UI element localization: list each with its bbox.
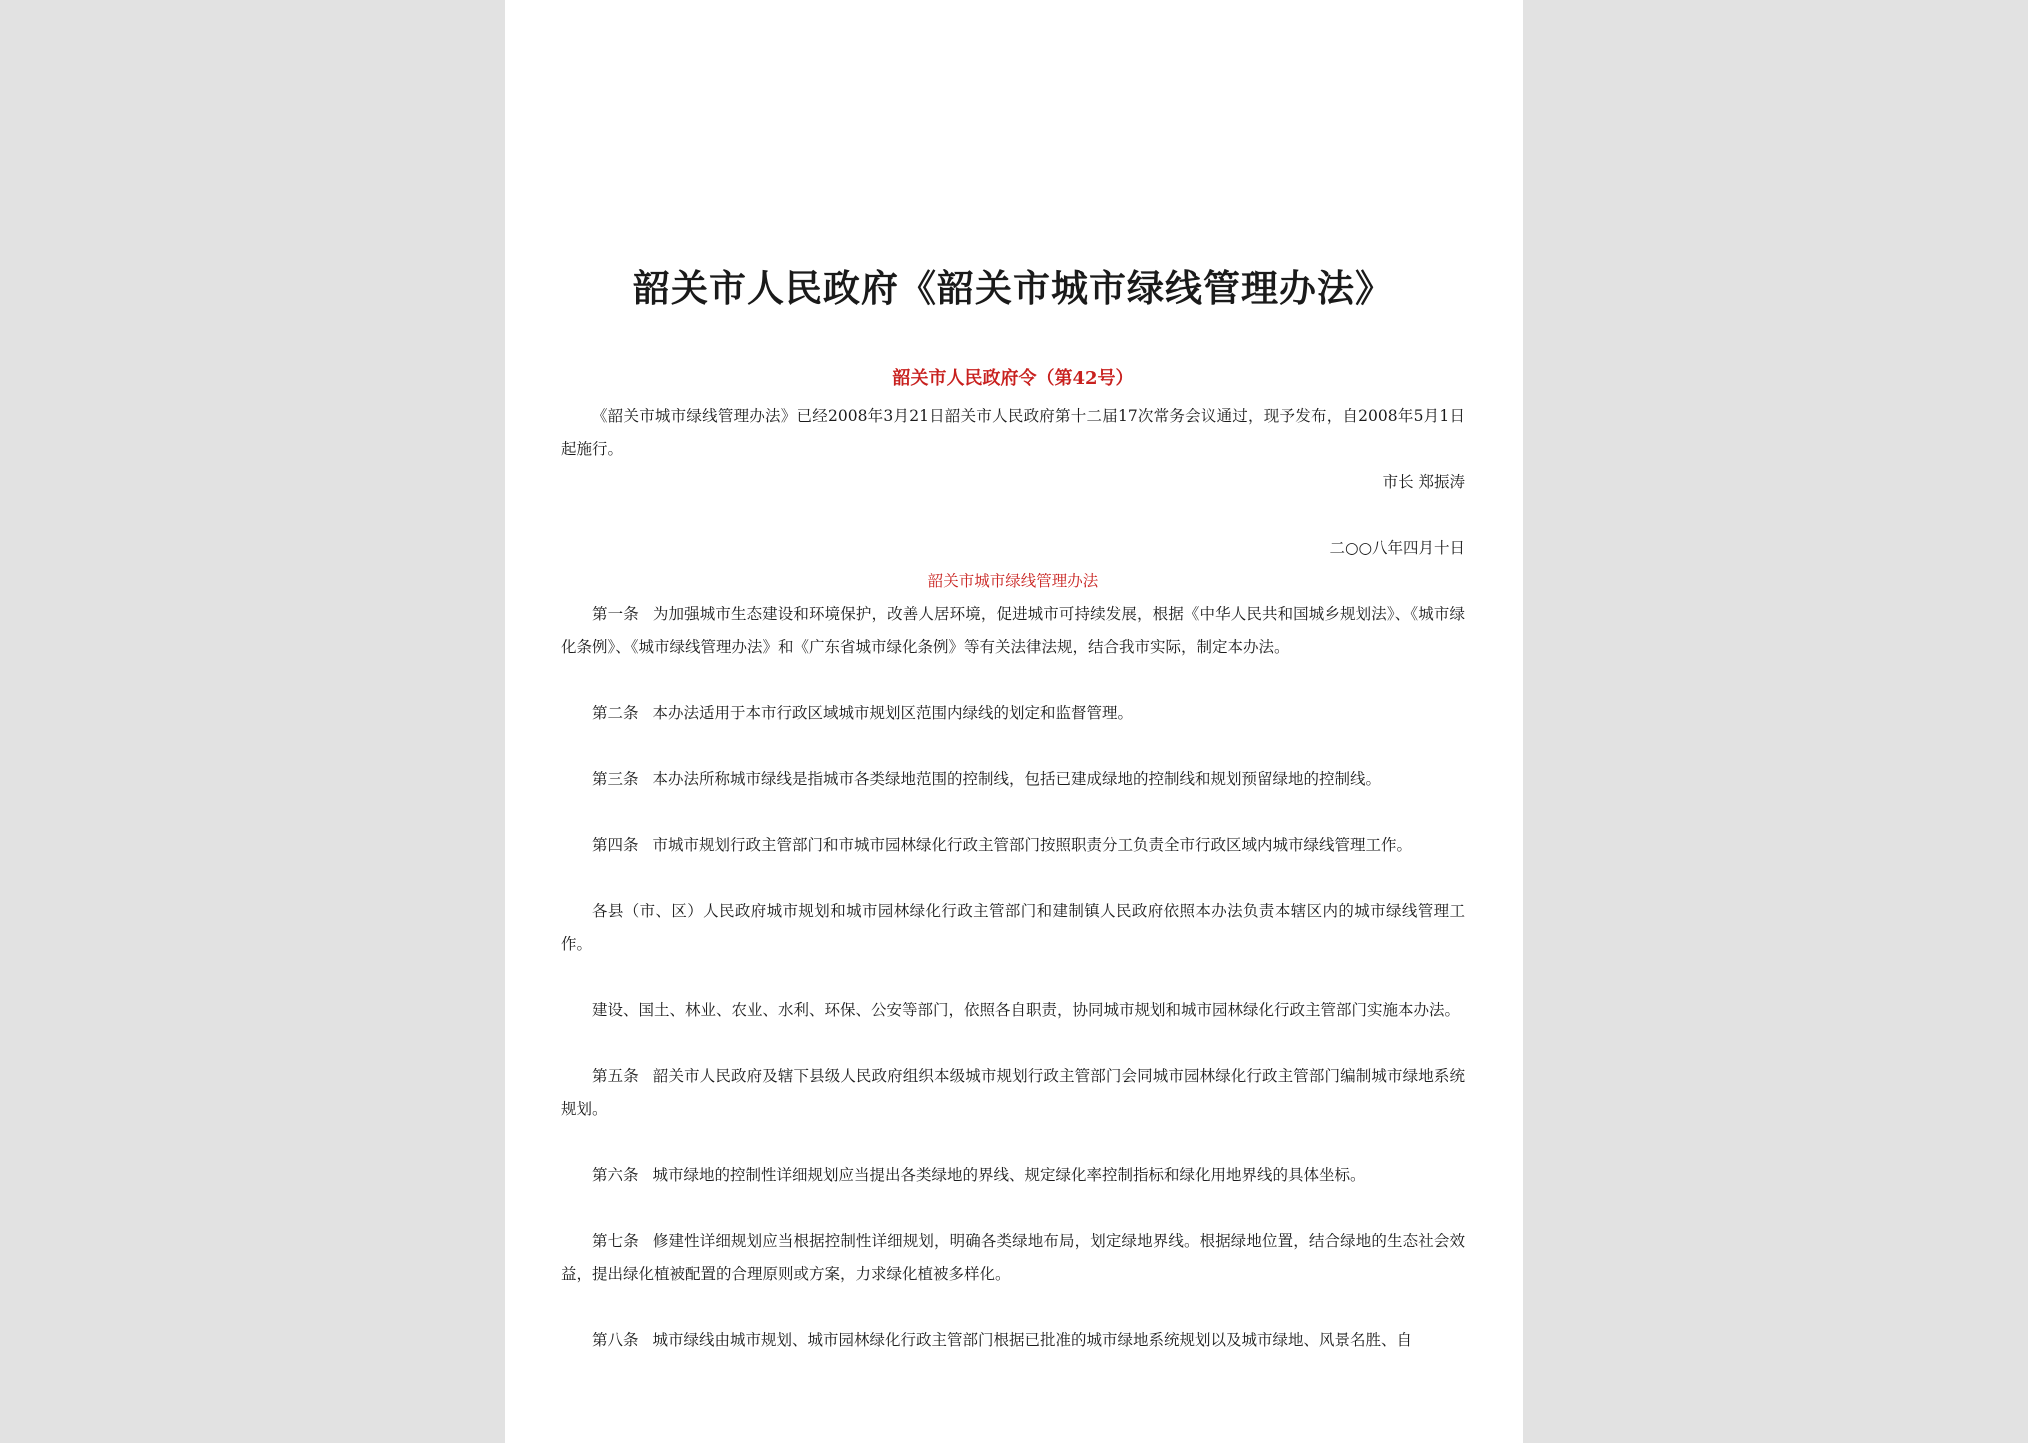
intro-paragraph: 《韶关市城市绿线管理办法》已经2008年3月21日韶关市人民政府第十二届17次常务会议通过，现予发布，自2008年5月1日起施行。 (561, 407, 1465, 458)
measures-title: 韶关市城市绿线管理办法 (927, 572, 1099, 590)
article-text: 本办法适用于本市行政区域城市规划区范围内绿线的划定和监督管理。 (652, 704, 1134, 722)
article-number: 第三条 (592, 770, 639, 788)
document-title: 韶关市人民政府《韶关市城市绿线管理办法》 (633, 266, 1393, 310)
article-text: 韶关市人民政府及辖下县级人民政府组织本级城市规划行政主管部门会同城市园林绿化行政主管部门编制城市绿地系统规划。 (561, 1067, 1465, 1118)
article-paragraph (561, 1159, 1465, 1192)
article-paragraph (561, 829, 1465, 862)
article-text: 城市绿线由城市规划、城市园林绿化行政主管部门根据已批准的城市绿地系统规划以及城市绿地、风景名胜、自 (652, 1331, 1413, 1349)
article-number: 第八条 (592, 1331, 639, 1349)
article-number: 第五条 (592, 1067, 639, 1085)
article-paragraph (561, 598, 1465, 664)
article-number: 第一条 (592, 605, 639, 623)
article-paragraph (561, 895, 1465, 961)
article-number: 第七条 (592, 1232, 639, 1250)
spacer (561, 499, 1465, 532)
article-text: 本办法所称城市绿线是指城市各类绿地范围的控制线，包括已建成绿地的控制线和规划预留绿地的控制线。 (652, 770, 1382, 788)
article-paragraph (561, 1060, 1465, 1126)
article-paragraph (561, 697, 1465, 730)
articles-list (561, 598, 1465, 1357)
article-text: 修建性详细规划应当根据控制性详细规划，明确各类绿地布局，划定绿地界线。根据绿地位置，结合绿地的生态社会效益，提出绿化植被配置的合理原则或方案，力求绿化植被多样化。 (561, 1232, 1465, 1283)
article-paragraph (561, 1225, 1465, 1291)
article-paragraph (561, 994, 1465, 1027)
article-text: 城市绿地的控制性详细规划应当提出各类绿地的界线、规定绿化率控制指标和绿化用地界线的具体坐标。 (652, 1166, 1366, 1184)
article-number: 第二条 (592, 704, 639, 722)
signature: 市长 郑振涛 (1382, 473, 1465, 491)
article-number: 第四条 (592, 836, 639, 854)
article-text: 建设、国土、林业、农业、水利、环保、公安等部门，依照各自职责，协同城市规划和城市园林绿化行政主管部门实施本办法。 (592, 1001, 1461, 1019)
article-text: 各县（市、区）人民政府城市规划和城市园林绿化行政主管部门和建制镇人民政府依照本办法负责本辖区内的城市绿线管理工作。 (561, 902, 1465, 953)
article-text: 为加强城市生态建设和环境保护，改善人居环境，促进城市可持续发展，根据《中华人民共和国城乡规划法》、《城市绿化条例》、《城市绿线管理办法》和《广东省城市绿化条例》等有关法律法规，结合我市实际，制定本办法。 (561, 605, 1465, 656)
issue-date: 二○○八年四月十日 (1329, 539, 1465, 557)
article-number: 第六条 (592, 1166, 639, 1184)
article-paragraph (561, 1324, 1465, 1357)
article-paragraph (561, 763, 1465, 796)
article-text: 市城市规划行政主管部门和市城市园林绿化行政主管部门按照职责分工负责全市行政区域内城市绿线管理工作。 (652, 836, 1413, 854)
decree-number: 韶关市人民政府令（第42号） (892, 368, 1134, 389)
document-page (505, 0, 1523, 1443)
